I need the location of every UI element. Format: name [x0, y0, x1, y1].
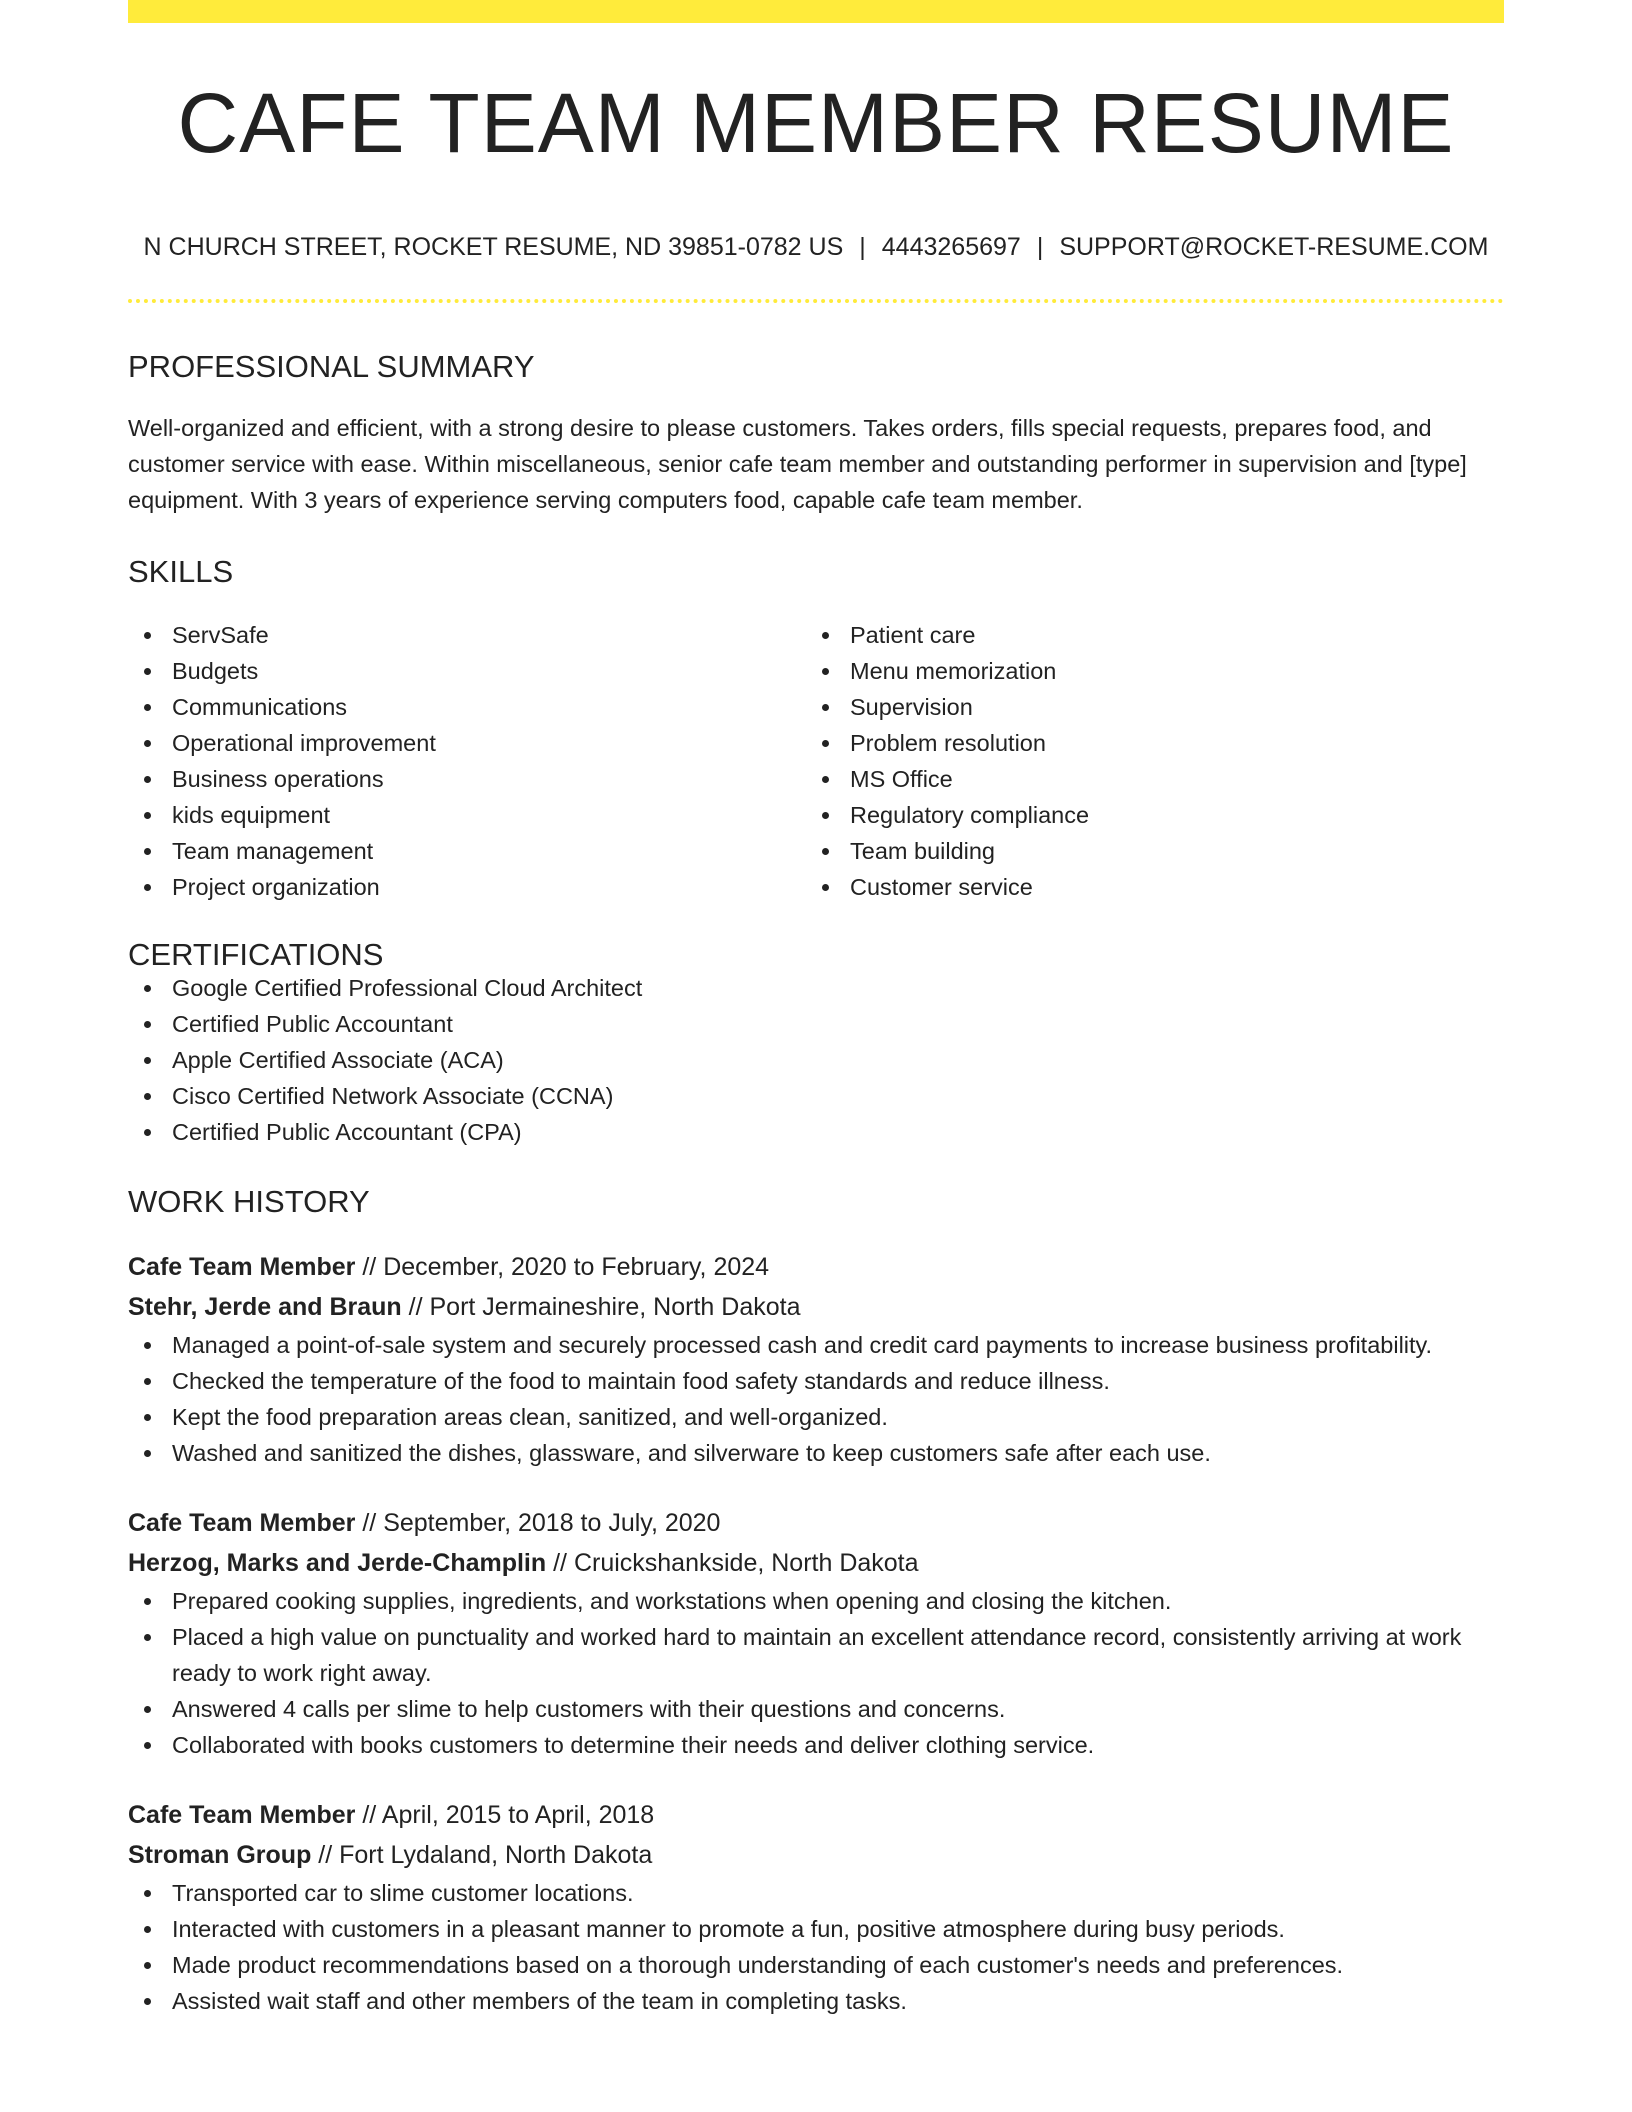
- skill-item: Regulatory compliance: [806, 797, 1484, 833]
- work-history-heading: WORK HISTORY: [128, 1184, 370, 1219]
- certification-item: Certified Public Accountant: [128, 1006, 1504, 1042]
- contact-phone[interactable]: 4443265697: [881, 233, 1021, 261]
- certifications-list: [128, 970, 1504, 1150]
- skill-item: Team management: [128, 833, 806, 869]
- job-dates: // September, 2018 to July, 2020: [355, 1509, 721, 1537]
- certification-item: Certified Public Accountant (CPA): [128, 1114, 1504, 1150]
- top-accent-bar: [128, 0, 1504, 23]
- job-role-line: [128, 1503, 1504, 1543]
- skill-item: Supervision: [806, 689, 1484, 725]
- job-bullet: Managed a point-of-sale system and securely processed cash and credit card payments to increase business profitability.: [128, 1327, 1504, 1363]
- job-dates: // April, 2015 to April, 2018: [355, 1801, 655, 1829]
- job-bullet: Transported car to slime customer locations.: [128, 1875, 1504, 1911]
- job-bullet: Interacted with customers in a pleasant manner to promote a fun, positive atmosphere during busy periods.: [128, 1911, 1504, 1947]
- contact-email[interactable]: SUPPORT@ROCKET-RESUME.COM: [1059, 233, 1489, 261]
- skill-item: Customer service: [806, 869, 1484, 905]
- resume-title: CAFE TEAM MEMBER RESUME: [177, 76, 1455, 170]
- job-company: Stroman Group: [128, 1841, 312, 1869]
- certification-item: Cisco Certified Network Associate (CCNA): [128, 1078, 1504, 1114]
- contact-separator: |: [1036, 233, 1044, 261]
- skill-item: Problem resolution: [806, 725, 1484, 761]
- skill-item: Project organization: [128, 869, 806, 905]
- job-bullet: Placed a high value on punctuality and worked hard to maintain an excellent attendance record, consistently arriving at work ready to work right away.: [128, 1619, 1504, 1691]
- skill-item: Team building: [806, 833, 1484, 869]
- skills-heading: SKILLS: [128, 554, 234, 589]
- job-dates: // December, 2020 to February, 2024: [355, 1253, 770, 1281]
- job-bullet: Checked the temperature of the food to maintain food safety standards and reduce illness.: [128, 1363, 1504, 1399]
- job-role-line: [128, 1247, 1504, 1287]
- job-bullet: Washed and sanitized the dishes, glassware, and silverware to keep customers safe after each use.: [128, 1435, 1504, 1471]
- job-company-line: [128, 1287, 1504, 1327]
- job-company-line: [128, 1835, 1504, 1875]
- job-role-line: [128, 1795, 1504, 1835]
- skill-item: Operational improvement: [128, 725, 806, 761]
- job-company: Stehr, Jerde and Braun: [128, 1293, 402, 1321]
- skills-grid: [128, 617, 1504, 905]
- job-location: // Port Jermaineshire, North Dakota: [401, 1293, 801, 1321]
- summary-text: Well-organized and efficient, with a strong desire to please customers. Takes orders, fills special requests, prepares food, and customer service with ease. Within miscellaneous, senior cafe team member and outstanding performer in supervision and [type] equipment. With 3 years of experience serving computers food, capable cafe team member.: [128, 415, 1467, 513]
- skill-item: Communications: [128, 689, 806, 725]
- skill-item: Business operations: [128, 761, 806, 797]
- job-bullet: Assisted wait staff and other members of the team in completing tasks.: [128, 1983, 1504, 2019]
- skill-item: ServSafe: [128, 617, 806, 653]
- summary-heading: PROFESSIONAL SUMMARY: [128, 349, 535, 384]
- job-bullet: Collaborated with books customers to determine their needs and deliver clothing service.: [128, 1727, 1504, 1763]
- skill-item: Budgets: [128, 653, 806, 689]
- contact-separator: |: [859, 233, 866, 261]
- job-bullet: Kept the food preparation areas clean, sanitized, and well-organized.: [128, 1399, 1504, 1435]
- contact-line: [128, 235, 1504, 260]
- job-bullets: [128, 1583, 1504, 1763]
- skill-item: Menu memorization: [806, 653, 1484, 689]
- skills-column-left: [128, 617, 806, 905]
- job-bullets: [128, 1327, 1504, 1471]
- skills-column-right: [806, 617, 1484, 905]
- skill-item: Patient care: [806, 617, 1484, 653]
- certifications-heading: CERTIFICATIONS: [128, 937, 384, 972]
- certification-item: Google Certified Professional Cloud Architect: [128, 970, 1504, 1006]
- resume-page: [128, 0, 1504, 2019]
- job-company: Herzog, Marks and Jerde-Champlin: [128, 1549, 547, 1577]
- job-role: Cafe Team Member: [128, 1253, 356, 1281]
- job-bullets: [128, 1875, 1504, 2019]
- job-entry: [128, 1247, 1504, 1471]
- job-entry: [128, 1795, 1504, 2019]
- header-divider: [128, 299, 1504, 303]
- skills-list-left: [128, 617, 806, 905]
- skill-item: kids equipment: [128, 797, 806, 833]
- job-bullet: Made product recommendations based on a thorough understanding of each customer's needs and preferences.: [128, 1947, 1504, 1983]
- job-location: // Cruickshankside, North Dakota: [546, 1549, 919, 1577]
- contact-address: N CHURCH STREET, ROCKET RESUME, ND 39851-0782 US: [143, 233, 844, 261]
- job-entry: [128, 1503, 1504, 1763]
- job-role: Cafe Team Member: [128, 1801, 356, 1829]
- job-role: Cafe Team Member: [128, 1509, 356, 1537]
- job-location: // Fort Lydaland, North Dakota: [311, 1841, 653, 1869]
- job-bullet: Answered 4 calls per slime to help customers with their questions and concerns.: [128, 1691, 1504, 1727]
- job-bullet: Prepared cooking supplies, ingredients, and workstations when opening and closing the kitchen.: [128, 1583, 1504, 1619]
- certification-item: Apple Certified Associate (ACA): [128, 1042, 1504, 1078]
- job-company-line: [128, 1543, 1504, 1583]
- skill-item: MS Office: [806, 761, 1484, 797]
- skills-list-right: [806, 617, 1484, 905]
